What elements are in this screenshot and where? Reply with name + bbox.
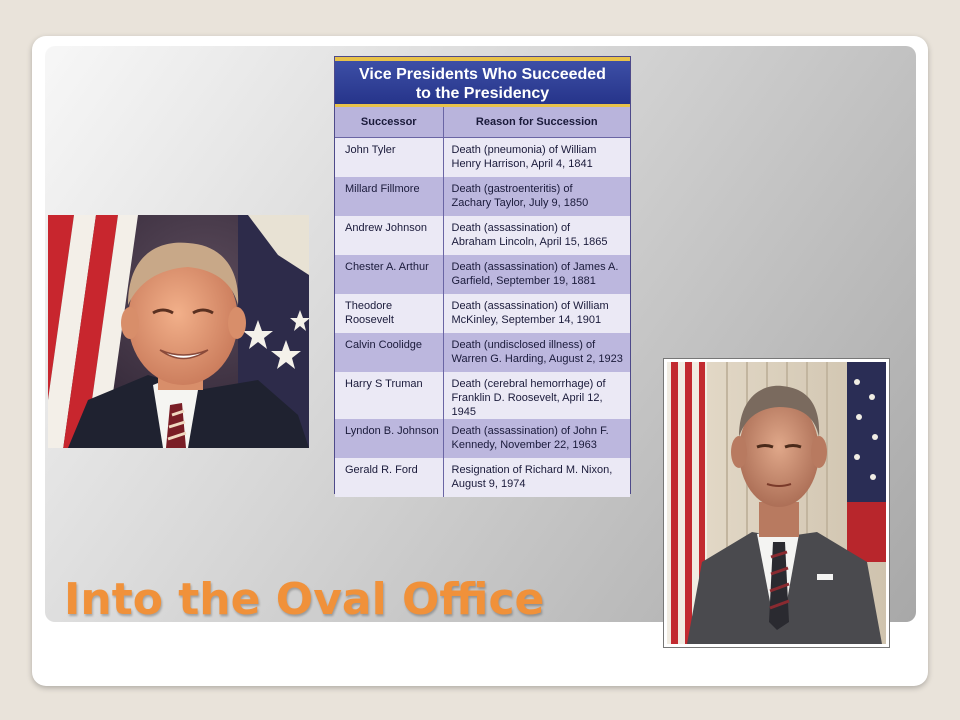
- reason-line-1: Death (assassination) of: [451, 221, 571, 234]
- reason-line-1: Death (gastroenteritis) of: [451, 182, 573, 195]
- reason-cell: [443, 372, 630, 419]
- reason-cell: [443, 458, 630, 497]
- portrait-photo-right: [664, 359, 889, 647]
- successor-cell: Andrew Johnson: [335, 216, 443, 255]
- portrait-photo-left: [48, 215, 309, 448]
- successor-cell: Theodore Roosevelt: [335, 294, 443, 333]
- reason-line-2: McKinley, September 14, 1901: [451, 313, 602, 326]
- table-row: [335, 333, 630, 372]
- reason-line-2: August 9, 1974: [451, 477, 526, 490]
- succession-table: [334, 56, 631, 494]
- column-header-successor: Successor: [335, 107, 443, 138]
- table-row: [335, 372, 630, 419]
- reason-line-1: Death (assassination) of John F.: [451, 424, 609, 437]
- reason-line-1: Death (pneumonia) of William: [451, 144, 597, 156]
- reason-line-2: Abraham Lincoln, April 15, 1865: [451, 235, 608, 248]
- table-row: [335, 255, 630, 294]
- reason-cell: [443, 216, 630, 255]
- reason-line-2: Kennedy, November 22, 1963: [451, 438, 597, 451]
- table-body: [335, 107, 630, 497]
- table-title-line2: to the Presidency: [415, 85, 550, 102]
- reason-line-1: Death (cerebral hemorrhage) of: [451, 377, 606, 390]
- reason-cell: [443, 333, 630, 372]
- successor-cell: Calvin Coolidge: [335, 333, 443, 372]
- portrait-right-frame: [667, 362, 886, 644]
- column-header-reason: Reason for Succession: [443, 107, 630, 138]
- slide-title: Into the Oval Office: [64, 574, 545, 625]
- reason-cell: [443, 255, 630, 294]
- table-title: [335, 57, 630, 107]
- table-row: [335, 458, 630, 497]
- successor-cell: Gerald R. Ford: [335, 458, 443, 497]
- table-header-row: [335, 107, 630, 138]
- portrait-left-image: [48, 215, 309, 448]
- table-title-line1: Vice Presidents Who Succeeded: [359, 66, 606, 83]
- successor-cell: Chester A. Arthur: [335, 255, 443, 294]
- reason-line-2: Zachary Taylor, July 9, 1850: [451, 196, 589, 209]
- table-row: [335, 419, 630, 458]
- portrait-right-image: [667, 362, 886, 644]
- reason-line-1: Death (undisclosed illness) of: [451, 338, 596, 351]
- reason-line-1: Death (assassination) of William: [451, 299, 609, 312]
- reason-line-2: Warren G. Harding, August 2, 1923: [451, 352, 623, 365]
- reason-line-1: Resignation of Richard M. Nixon,: [451, 463, 613, 476]
- table-row: [335, 294, 630, 333]
- table-row: [335, 138, 630, 177]
- reason-cell: [443, 419, 630, 458]
- reason-cell: [443, 177, 630, 216]
- reason-line-2: Henry Harrison, April 4, 1841: [451, 158, 593, 170]
- successor-cell: Lyndon B. Johnson: [335, 419, 443, 458]
- reason-line-2: Franklin D. Roosevelt, April 12, 1945: [451, 391, 603, 418]
- reason-line-2: Garfield, September 19, 1881: [451, 274, 596, 287]
- successor-cell: Millard Fillmore: [335, 177, 443, 216]
- reason-line-1: Death (assassination) of James A.: [451, 260, 619, 273]
- table-row: [335, 216, 630, 255]
- successor-cell: Harry S Truman: [335, 372, 443, 419]
- reason-cell: [443, 138, 630, 177]
- reason-cell: [443, 294, 630, 333]
- table-row: [335, 177, 630, 216]
- successor-cell: John Tyler: [335, 138, 443, 177]
